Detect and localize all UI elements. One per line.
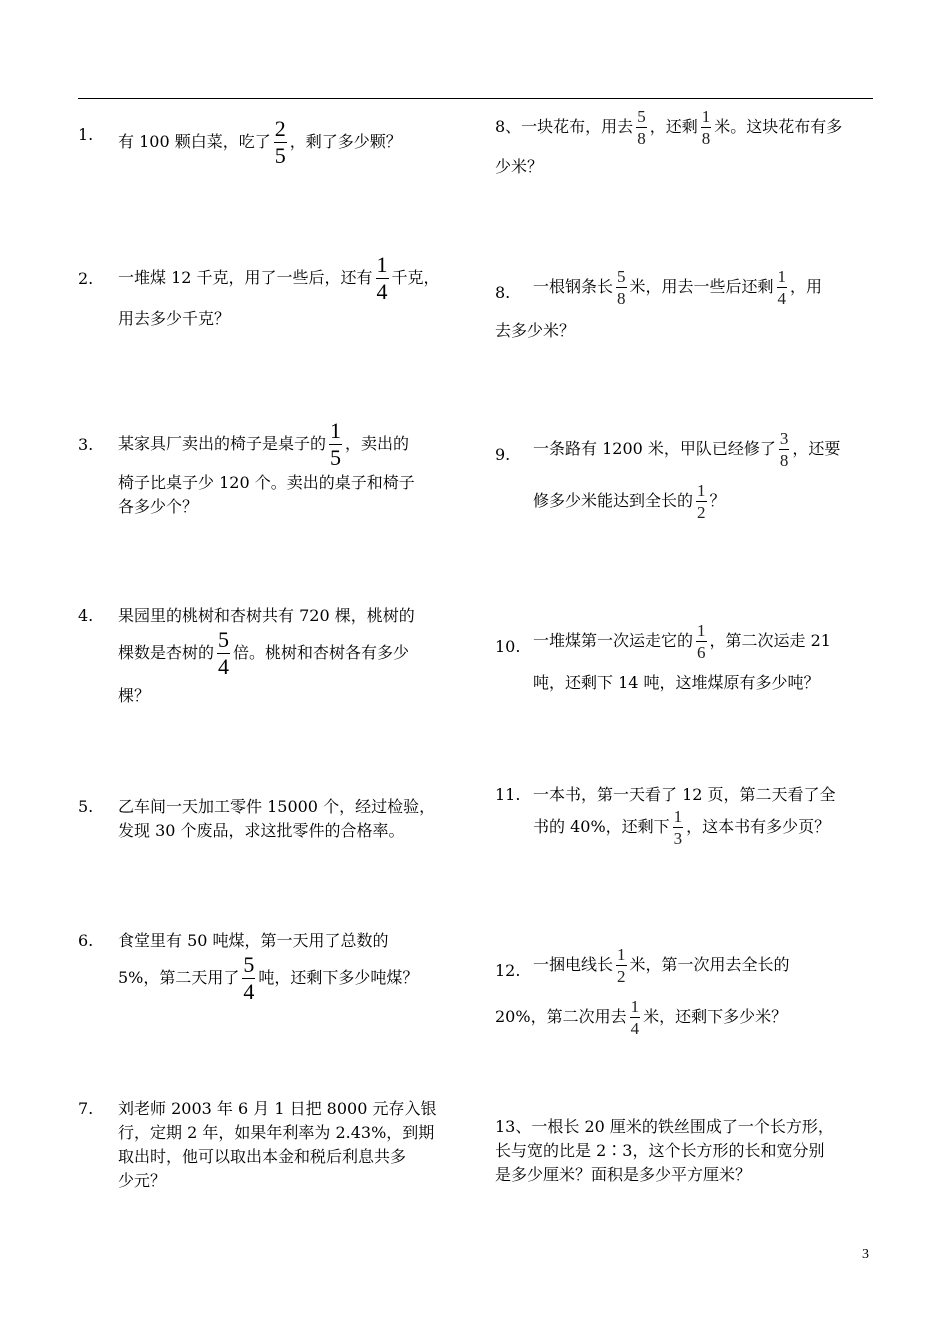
question-line: 取出时，他可以取出本金和税后利息共多 — [118, 1147, 407, 1166]
question-line: 少米？ — [495, 157, 544, 176]
question-number: 3. — [78, 435, 94, 454]
question-number: 1. — [78, 125, 94, 144]
question-line: 椅子比桌子少 120 个。卖出的桌子和椅子 — [118, 473, 415, 492]
fraction: $\frac{1}{8}$ — [701, 107, 711, 148]
fraction: $\frac{2}{5}$ — [274, 116, 286, 168]
page-number: 3 — [862, 1247, 869, 1262]
header-rule — [78, 98, 873, 99]
question-line: 5%，第二天用了 $\frac{5}{4}$ 吨，还剩下多少吨煤？ — [118, 952, 419, 1004]
question-line: 少元？ — [118, 1171, 167, 1190]
question-line: 棵数是杏树的 $\frac{5}{4}$ 倍。桃树和杏树各有多少 — [118, 627, 410, 679]
fraction: $\frac{5}{4}$ — [218, 627, 230, 679]
question-number: 12. — [495, 961, 521, 980]
question-line: 行，定期 2 年，如果年利率为 2.43%，到期 — [118, 1123, 435, 1142]
question-line: 发现 30 个废品，求这批零件的合格率。 — [118, 821, 405, 840]
fraction: $\frac{5}{4}$ — [243, 952, 255, 1004]
question-line: 果园里的桃树和杏树共有 720 棵，桃树的 — [118, 606, 415, 625]
question-number: 8. — [495, 283, 511, 302]
question-line: 一堆煤第一次运走它的 $\frac{1}{6}$ ，第二次运走 21 — [533, 621, 831, 662]
question-line: 一根钢条长 $\frac{5}{8}$ 米，用去一些后还剩 $\frac{1}{4}$ ，用 — [533, 267, 823, 308]
question-line: 用去多少千克？ — [118, 309, 231, 328]
question-line: 有 100 颗白菜，吃了 $\frac{2}{5}$ ，剩了多少颗？ — [118, 116, 402, 168]
question-number: 4. — [78, 606, 94, 625]
fraction: $\frac{1}{2}$ — [617, 945, 626, 986]
question-line: 修多少米能达到全长的 $\frac{1}{2}$ ？ — [533, 481, 726, 522]
question-line: 一堆煤 12 千克，用了一些后，还有 $\frac{1}{4}$ 千克， — [118, 252, 440, 304]
question-line: 去多少米？ — [495, 321, 576, 340]
fraction: $\frac{3}{8}$ — [779, 429, 789, 470]
fraction: $\frac{1}{4}$ — [777, 267, 787, 308]
question-line: 13、一根长 20 厘米的铁丝围成了一个长方形， — [495, 1117, 834, 1136]
fraction: $\frac{1}{2}$ — [697, 481, 706, 522]
question-number: 7. — [78, 1099, 94, 1118]
question-line: 一条路有 1200 米，甲队已经修了 $\frac{3}{8}$ ，还要 — [533, 429, 841, 470]
question-line: 是多少厘米？面积是多少平方厘米？ — [495, 1165, 752, 1184]
question-line: 一捆电线长 $\frac{1}{2}$ 米，第一次用去全长的 — [533, 945, 790, 986]
question-line: 吨，还剩下 14 吨，这堆煤原有多少吨？ — [533, 673, 820, 692]
question-line: 长与宽的比是 2∶3，这个长方形的长和宽分别 — [495, 1141, 825, 1160]
question-line: 乙车间一天加工零件 15000 个，经过检验， — [118, 797, 436, 816]
question-line: 一本书，第一天看了 12 页，第二天看了全 — [533, 785, 836, 804]
question-line: 各多少个？ — [118, 497, 199, 516]
question-line: 20%，第二次用去 $\frac{1}{4}$ 米，还剩下多少米？ — [495, 997, 788, 1038]
fraction: $\frac{1}{4}$ — [630, 997, 640, 1038]
fraction: $\frac{1}{5}$ — [330, 418, 342, 470]
question-number: 11. — [495, 785, 521, 804]
question-number: 10. — [495, 637, 521, 656]
question-number: 9. — [495, 445, 511, 464]
fraction: $\frac{5}{8}$ — [637, 107, 646, 148]
question-line: 棵？ — [118, 686, 151, 705]
fraction: $\frac{1}{6}$ — [697, 621, 706, 662]
question-number: 6. — [78, 931, 94, 950]
question-line: 刘老师 2003 年 6 月 1 日把 8000 元存入银 — [118, 1099, 437, 1118]
question-line: 8、一块花布，用去 $\frac{5}{8}$ ，还剩 $\frac{1}{8}$ 米。这块花布有多 — [495, 107, 843, 148]
question-line: 书的 40%，还剩下 $\frac{1}{3}$ ，这本书有多少页？ — [533, 807, 831, 848]
question-number: 5. — [78, 797, 94, 816]
question-number: 2. — [78, 269, 94, 288]
fraction: $\frac{1}{3}$ — [673, 807, 683, 848]
question-line: 某家具厂卖出的椅子是桌子的 $\frac{1}{5}$ ，卖出的 — [118, 418, 410, 470]
fraction: $\frac{5}{8}$ — [617, 267, 626, 308]
fraction: $\frac{1}{4}$ — [376, 252, 388, 304]
question-line: 食堂里有 50 吨煤，第一天用了总数的 — [118, 931, 389, 950]
